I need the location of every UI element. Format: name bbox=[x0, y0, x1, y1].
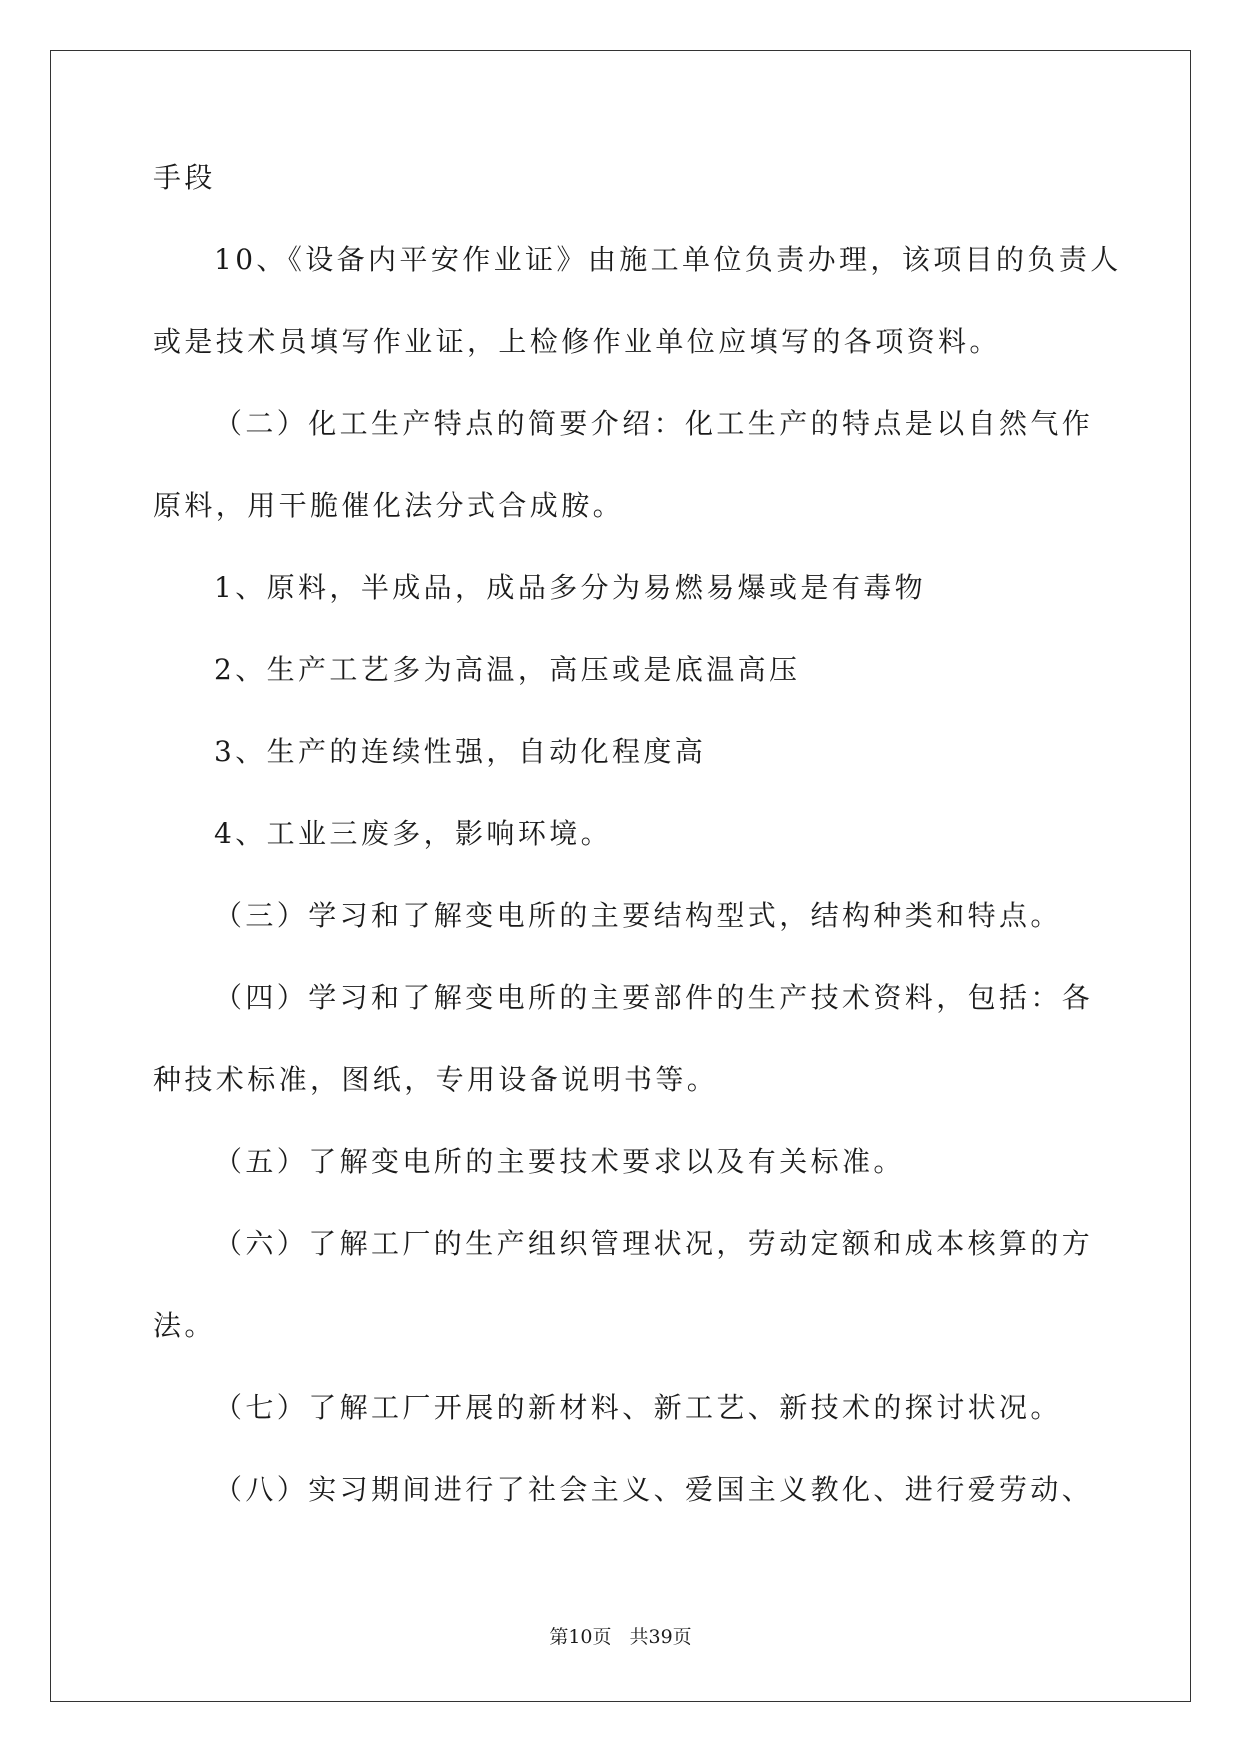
page-footer bbox=[0, 1624, 1241, 1650]
paragraph-line: 手段 bbox=[153, 161, 216, 194]
page-number: 第10页 bbox=[549, 1626, 612, 1648]
document-body bbox=[153, 158, 1122, 1552]
paragraph-line: 或是技术员填写作业证，上检修作业单位应填写的各项资料。 bbox=[153, 325, 1001, 358]
paragraph-line: （三）学习和了解变电所的主要结构型式，结构种类和特点。 bbox=[214, 899, 1062, 932]
paragraph-line: （六）了解工厂的生产组织管理状况，劳动定额和成本核算的方 bbox=[214, 1227, 1094, 1260]
paragraph-line: 1、原料，半成品，成品多分为易燃易爆或是有毒物 bbox=[214, 571, 927, 604]
paragraph-line: 种技术标准，图纸，专用设备说明书等。 bbox=[153, 1063, 719, 1096]
paragraph-line: 3、生产的连续性强，自动化程度高 bbox=[214, 735, 707, 768]
paragraph-line: 2、生产工艺多为高温，高压或是底温高压 bbox=[214, 653, 801, 686]
paragraph-line: （二）化工生产特点的简要介绍：化工生产的特点是以自然气作 bbox=[214, 407, 1094, 440]
paragraph-line: （七）了解工厂开展的新材料、新工艺、新技术的探讨状况。 bbox=[214, 1391, 1062, 1424]
paragraph-line: 4、工业三废多，影响环境。 bbox=[214, 817, 613, 850]
paragraph-line: （五）了解变电所的主要技术要求以及有关标准。 bbox=[214, 1145, 905, 1178]
paragraph-line: 法。 bbox=[153, 1309, 216, 1342]
paragraph-line: 原料，用干脆催化法分式合成胺。 bbox=[153, 489, 625, 522]
page-total: 共39页 bbox=[629, 1626, 692, 1648]
paragraph-line: 10、《设备内平安作业证》由施工单位负责办理，该项目的负责人 bbox=[214, 243, 1122, 276]
paragraph-line: （四）学习和了解变电所的主要部件的生产技术资料，包括：各 bbox=[214, 981, 1094, 1014]
paragraph-line: （八）实习期间进行了社会主义、爱国主义教化、进行爱劳动、 bbox=[214, 1473, 1094, 1506]
